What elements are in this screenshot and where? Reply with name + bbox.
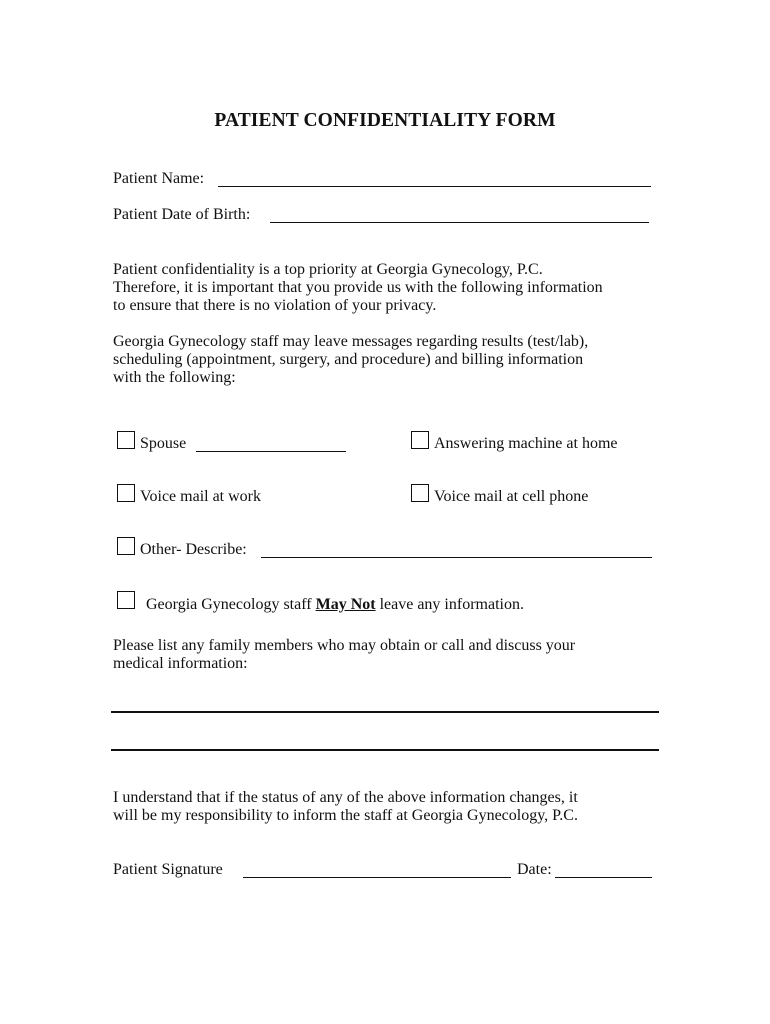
acknowledgement-paragraph bbox=[113, 789, 673, 825]
messages-paragraph bbox=[113, 333, 673, 387]
messages-line-1: Georgia Gynecology staff may leave messages regarding results (test/lab), bbox=[113, 333, 589, 350]
spouse-checkbox[interactable] bbox=[117, 431, 135, 449]
family-members-line-2[interactable] bbox=[111, 749, 659, 751]
patient-name-input[interactable] bbox=[218, 186, 651, 187]
family-line-1: Please list any family members who may obtain or call and discuss your bbox=[113, 637, 576, 654]
form-title: PATIENT CONFIDENTIALITY FORM bbox=[214, 110, 556, 131]
intro-paragraph bbox=[113, 261, 673, 315]
answering-machine-label: Answering machine at home bbox=[434, 435, 618, 452]
acknowledgement-line-1: I understand that if the status of any of the above information changes, it bbox=[113, 789, 578, 806]
date-input[interactable] bbox=[555, 877, 652, 878]
family-line-2: medical information: bbox=[113, 655, 248, 672]
other-describe-label: Other- Describe: bbox=[140, 541, 247, 558]
other-describe-input[interactable] bbox=[261, 557, 652, 558]
voice-mail-cell-label: Voice mail at cell phone bbox=[434, 488, 589, 505]
messages-line-2: scheduling (appointment, surgery, and procedure) and billing information bbox=[113, 351, 584, 368]
answering-machine-checkbox[interactable] bbox=[411, 431, 429, 449]
may-not-prefix: Georgia Gynecology staff bbox=[146, 596, 312, 613]
patient-name-label: Patient Name: bbox=[113, 170, 205, 187]
signature-label: Patient Signature bbox=[113, 861, 223, 878]
patient-dob-label: Patient Date of Birth: bbox=[113, 206, 251, 223]
may-not-suffix: leave any information. bbox=[379, 596, 524, 613]
family-members-line-1[interactable] bbox=[111, 711, 659, 713]
messages-line-3: with the following: bbox=[113, 369, 236, 386]
other-describe-checkbox[interactable] bbox=[117, 537, 135, 555]
spouse-label: Spouse bbox=[140, 435, 187, 452]
may-not-statement bbox=[146, 596, 524, 614]
voice-mail-cell-checkbox[interactable] bbox=[411, 484, 429, 502]
may-not-emphasis: May Not bbox=[315, 596, 376, 613]
voice-mail-work-label: Voice mail at work bbox=[140, 488, 262, 505]
family-paragraph bbox=[113, 637, 673, 673]
spouse-name-input[interactable] bbox=[196, 451, 346, 452]
acknowledgement-line-2: will be my responsibility to inform the staff at Georgia Gynecology, P.C. bbox=[113, 807, 578, 824]
voice-mail-work-checkbox[interactable] bbox=[117, 484, 135, 502]
intro-line-3: to ensure that there is no violation of your privacy. bbox=[113, 297, 437, 314]
may-not-checkbox[interactable] bbox=[117, 591, 135, 609]
date-label: Date: bbox=[517, 861, 552, 878]
intro-line-2: Therefore, it is important that you provide us with the following information bbox=[113, 279, 603, 296]
signature-input[interactable] bbox=[243, 877, 511, 878]
patient-dob-input[interactable] bbox=[270, 222, 649, 223]
intro-line-1: Patient confidentiality is a top priority at Georgia Gynecology, P.C. bbox=[113, 261, 543, 278]
